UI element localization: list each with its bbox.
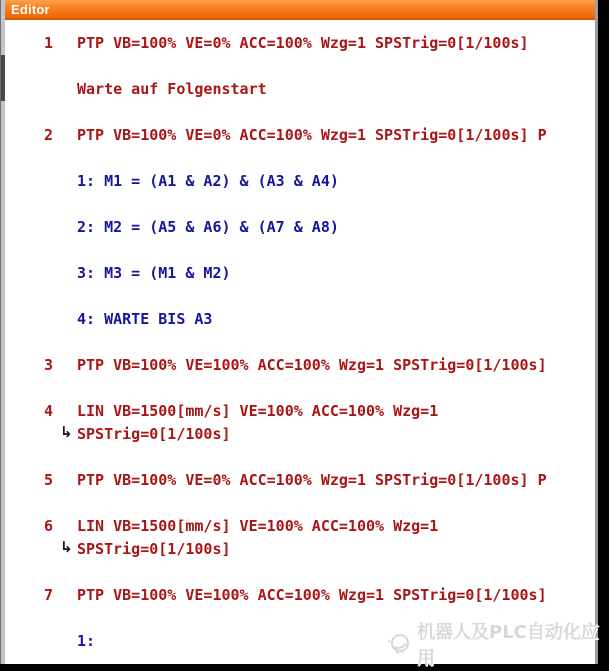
- line-text: PTP VB=100% VE=0% ACC=100% Wzg=1 SPSTrig=0[1/100s]: [77, 34, 529, 52]
- code-line[interactable]: [5, 264, 595, 283]
- line-continuation-icon: ↳: [60, 538, 73, 556]
- code-line[interactable]: [5, 34, 595, 53]
- code-line[interactable]: [5, 310, 595, 329]
- watermark-logo-icon: [386, 631, 412, 657]
- editor-titlebar: [5, 0, 595, 20]
- line-number: 2: [44, 126, 54, 144]
- code-line[interactable]: [5, 425, 595, 444]
- scrollbar-thumb[interactable]: [1, 55, 5, 101]
- line-text: SPSTrig=0[1/100s]: [77, 425, 231, 443]
- line-number: 5: [44, 471, 54, 489]
- line-number: 4: [44, 402, 54, 420]
- code-line[interactable]: [5, 517, 595, 536]
- watermark: [386, 622, 609, 669]
- line-number: 3: [44, 356, 54, 374]
- code-line[interactable]: [5, 80, 595, 99]
- window-left-border: [0, 0, 1, 664]
- code-line[interactable]: [5, 471, 595, 490]
- line-text: SPSTrig=0[1/100s]: [77, 540, 231, 558]
- line-text: LIN VB=1500[mm/s] VE=100% ACC=100% Wzg=1: [77, 402, 439, 420]
- line-text: PTP VB=100% VE=100% ACC=100% Wzg=1 SPSTrig=0[1/100s]: [77, 356, 547, 374]
- line-continuation-icon: ↳: [60, 423, 73, 441]
- watermark-text: 机器人及PLC自动化应用: [417, 622, 599, 669]
- code-line[interactable]: [5, 402, 595, 421]
- line-number: 6: [44, 517, 54, 535]
- code-line[interactable]: [5, 586, 595, 605]
- code-line[interactable]: [5, 356, 595, 375]
- line-number: 1: [44, 34, 54, 52]
- line-text: 2: M2 = (A5 & A6) & (A7 & A8): [77, 218, 339, 236]
- line-number: 7: [44, 586, 54, 604]
- line-text: 1:: [77, 632, 96, 650]
- line-text: PTP VB=100% VE=0% ACC=100% Wzg=1 SPSTrig=0[1/100s] P: [77, 126, 547, 144]
- code-editor-area: [5, 22, 595, 664]
- line-text: LIN VB=1500[mm/s] VE=100% ACC=100% Wzg=1: [77, 517, 439, 535]
- line-text: 4: WARTE BIS A3: [77, 310, 213, 328]
- line-text: PTP VB=100% VE=100% ACC=100% Wzg=1 SPSTrig=0[1/100s]: [77, 586, 547, 604]
- code-line[interactable]: [5, 126, 595, 145]
- line-text: PTP VB=100% VE=0% ACC=100% Wzg=1 SPSTrig=0[1/100s] P: [77, 471, 547, 489]
- line-text: Warte auf Folgenstart: [77, 80, 267, 98]
- frame-right: [598, 0, 609, 671]
- line-text: 3: M3 = (M1 & M2): [77, 264, 231, 282]
- window-title: Editor: [11, 1, 50, 17]
- code-line[interactable]: [5, 218, 595, 237]
- line-text: 1: M1 = (A1 & A2) & (A3 & A4): [77, 172, 339, 190]
- code-line[interactable]: [5, 172, 595, 191]
- code-line[interactable]: [5, 540, 595, 559]
